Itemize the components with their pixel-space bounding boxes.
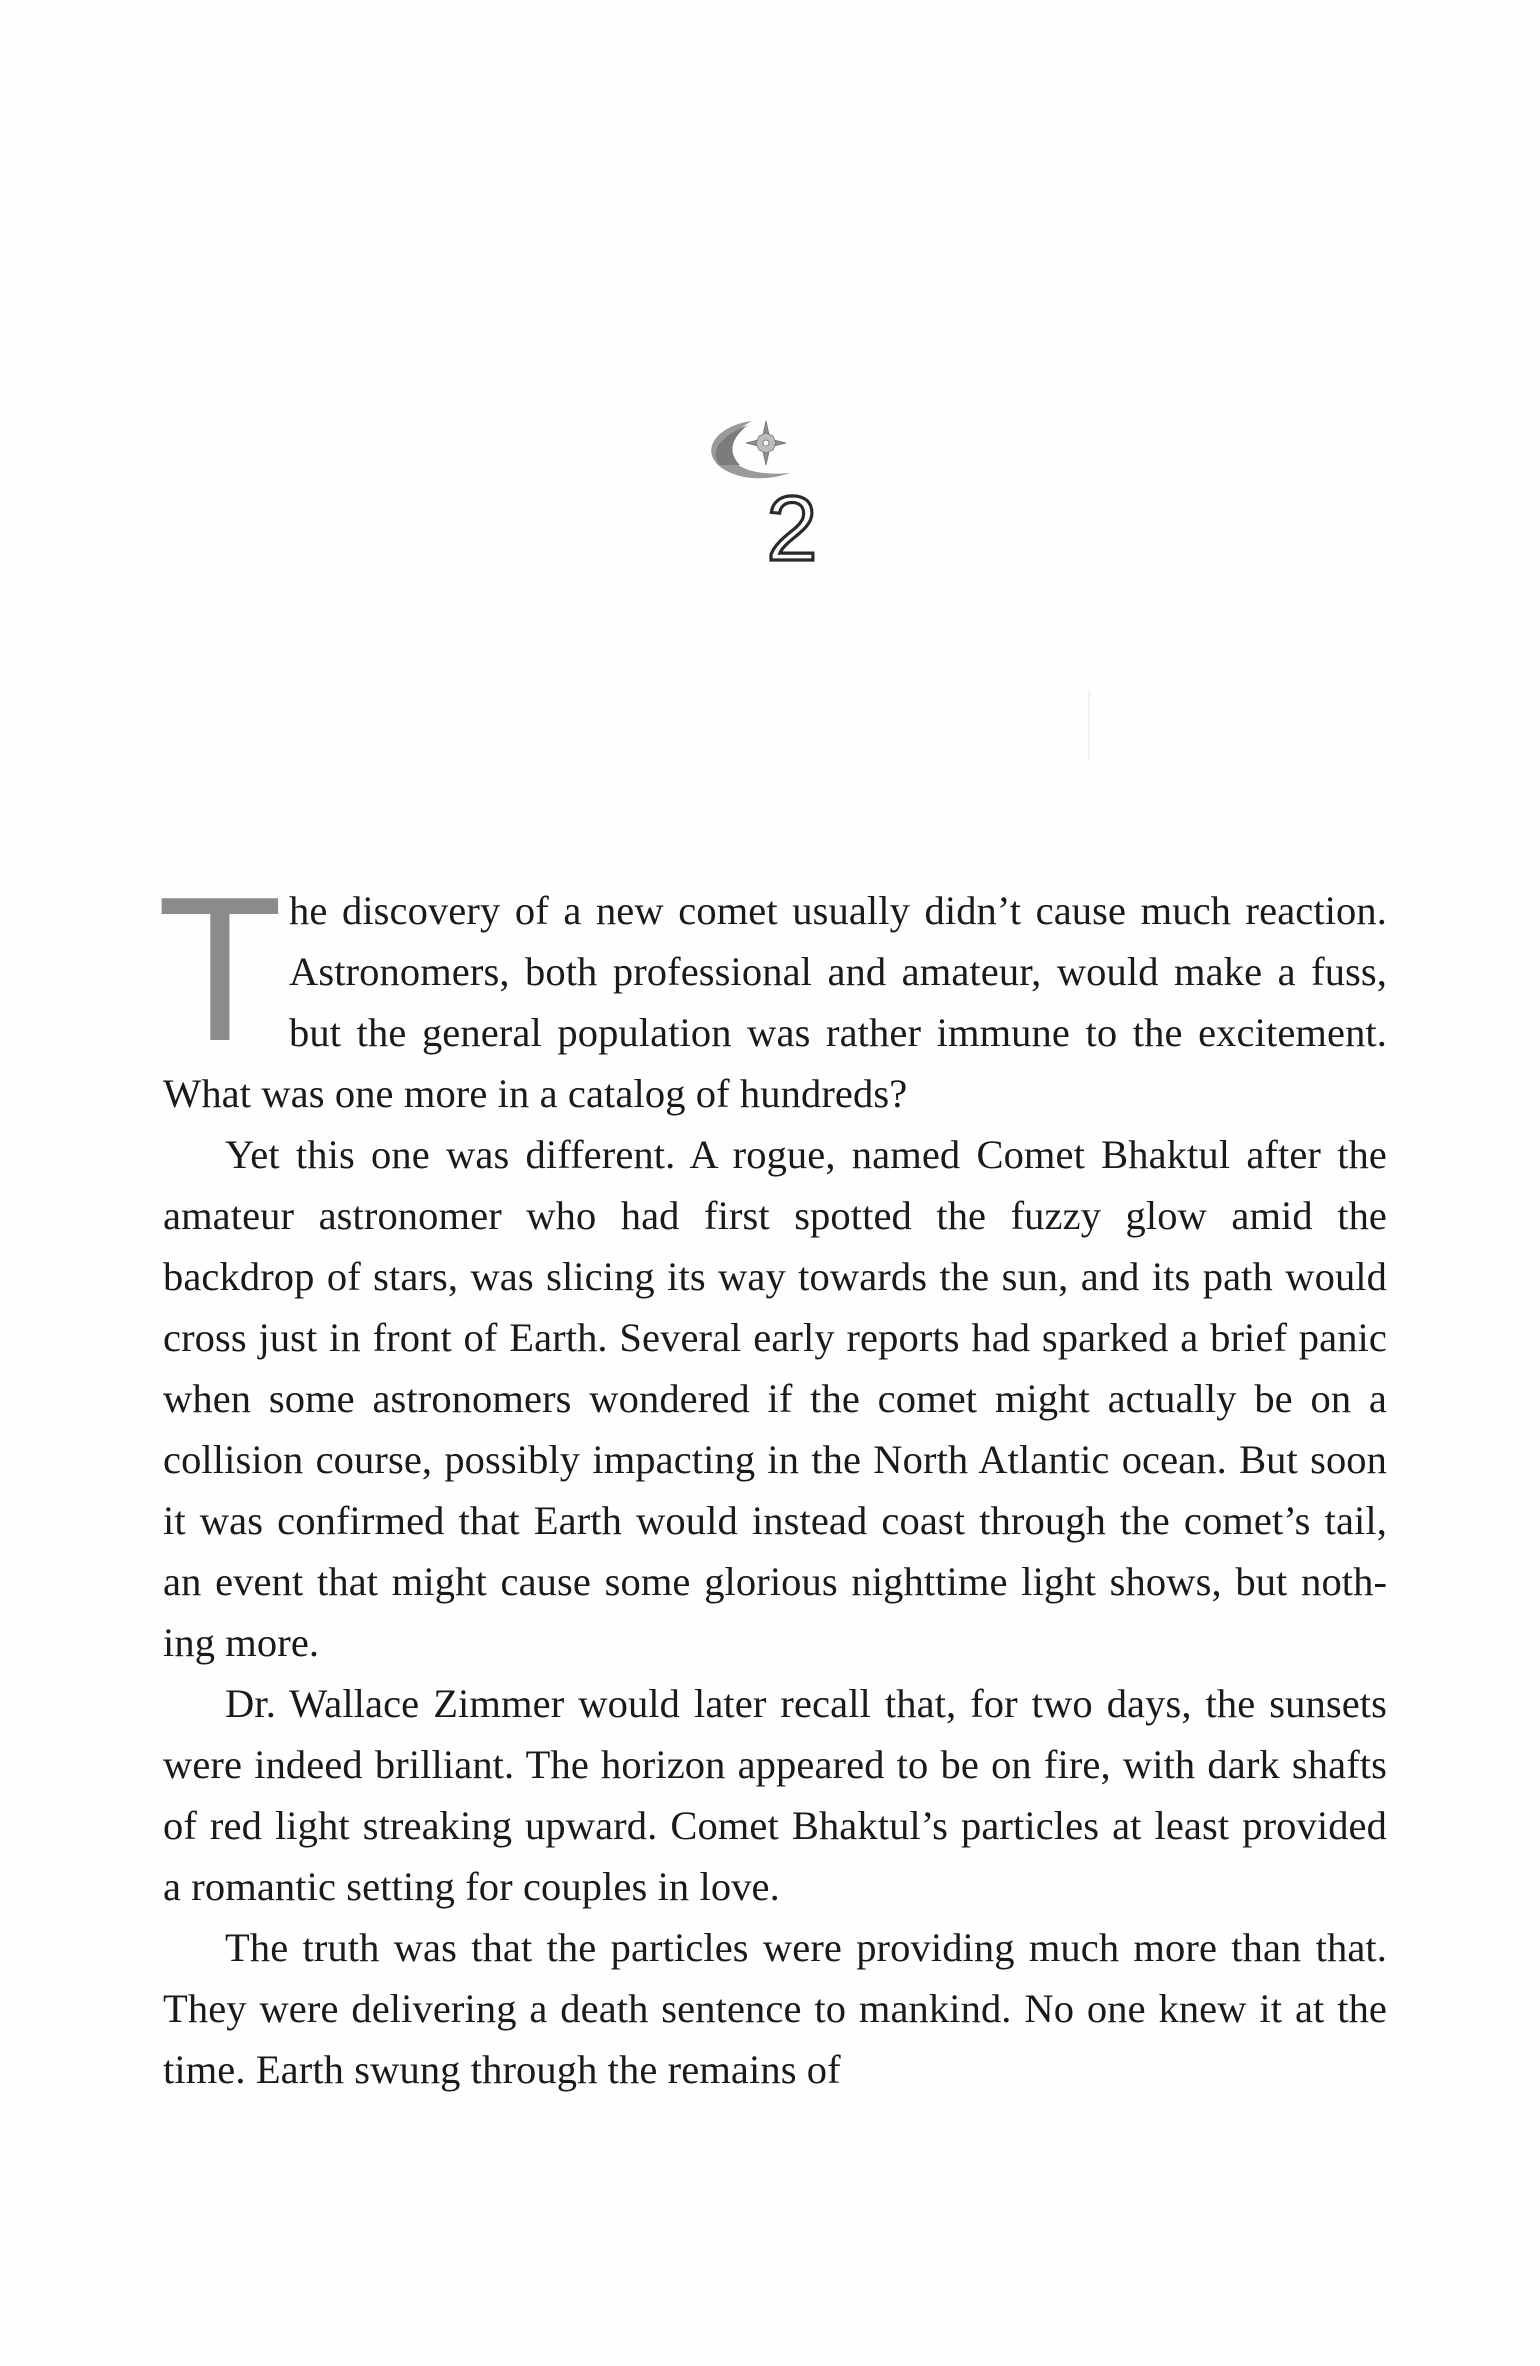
dropcap: T xyxy=(157,854,283,1084)
chapter-body xyxy=(157,854,1387,2100)
paragraph-4: The truth was that the particles were providing much more than that. They were delivering a death sentence to mankind. No one knew it at the time. Earth swung through the remains of xyxy=(163,1925,1387,2092)
paragraph-2: Yet this one was different. A rogue, named Comet Bhaktul after the amateur astronomer who had first spotted the fuzzy glow amid the backdrop of stars, was slicing its way towards the sun, and its path would cross just in front of Earth. Several early reports had sparked a brief panic when some astronomers wondered if the comet might actually be on a collision course, possibly impacting in the North Atlantic ocean. But soon it was confirmed that Earth would instead coast through the comet’s tail, an event that might cause some glorious nighttime light shows, but nothing more. xyxy=(163,1132,1387,1665)
chapter-number xyxy=(752,478,832,578)
page-edge-mark xyxy=(1088,690,1090,760)
paragraph-1 xyxy=(157,854,1387,1124)
paragraph-3: Dr. Wallace Zimmer would later recall that, for two days, the sunsets were indeed brilliant. The horizon appeared to be on fire, with dark shafts of red light streaking upward. Comet Bhaktul’s particles at least provided a romantic setting for couples in love. xyxy=(163,1681,1387,1909)
chapter-number-text: 2 xyxy=(766,478,818,578)
paragraph-1-text: he discovery of a new comet usually didn’t cause much reaction. Astronomers, both professional and amateur, would make a fuss, but the general population was rather immune to the excitement. What was one more in a catalog of hundreds? xyxy=(163,888,1387,1116)
